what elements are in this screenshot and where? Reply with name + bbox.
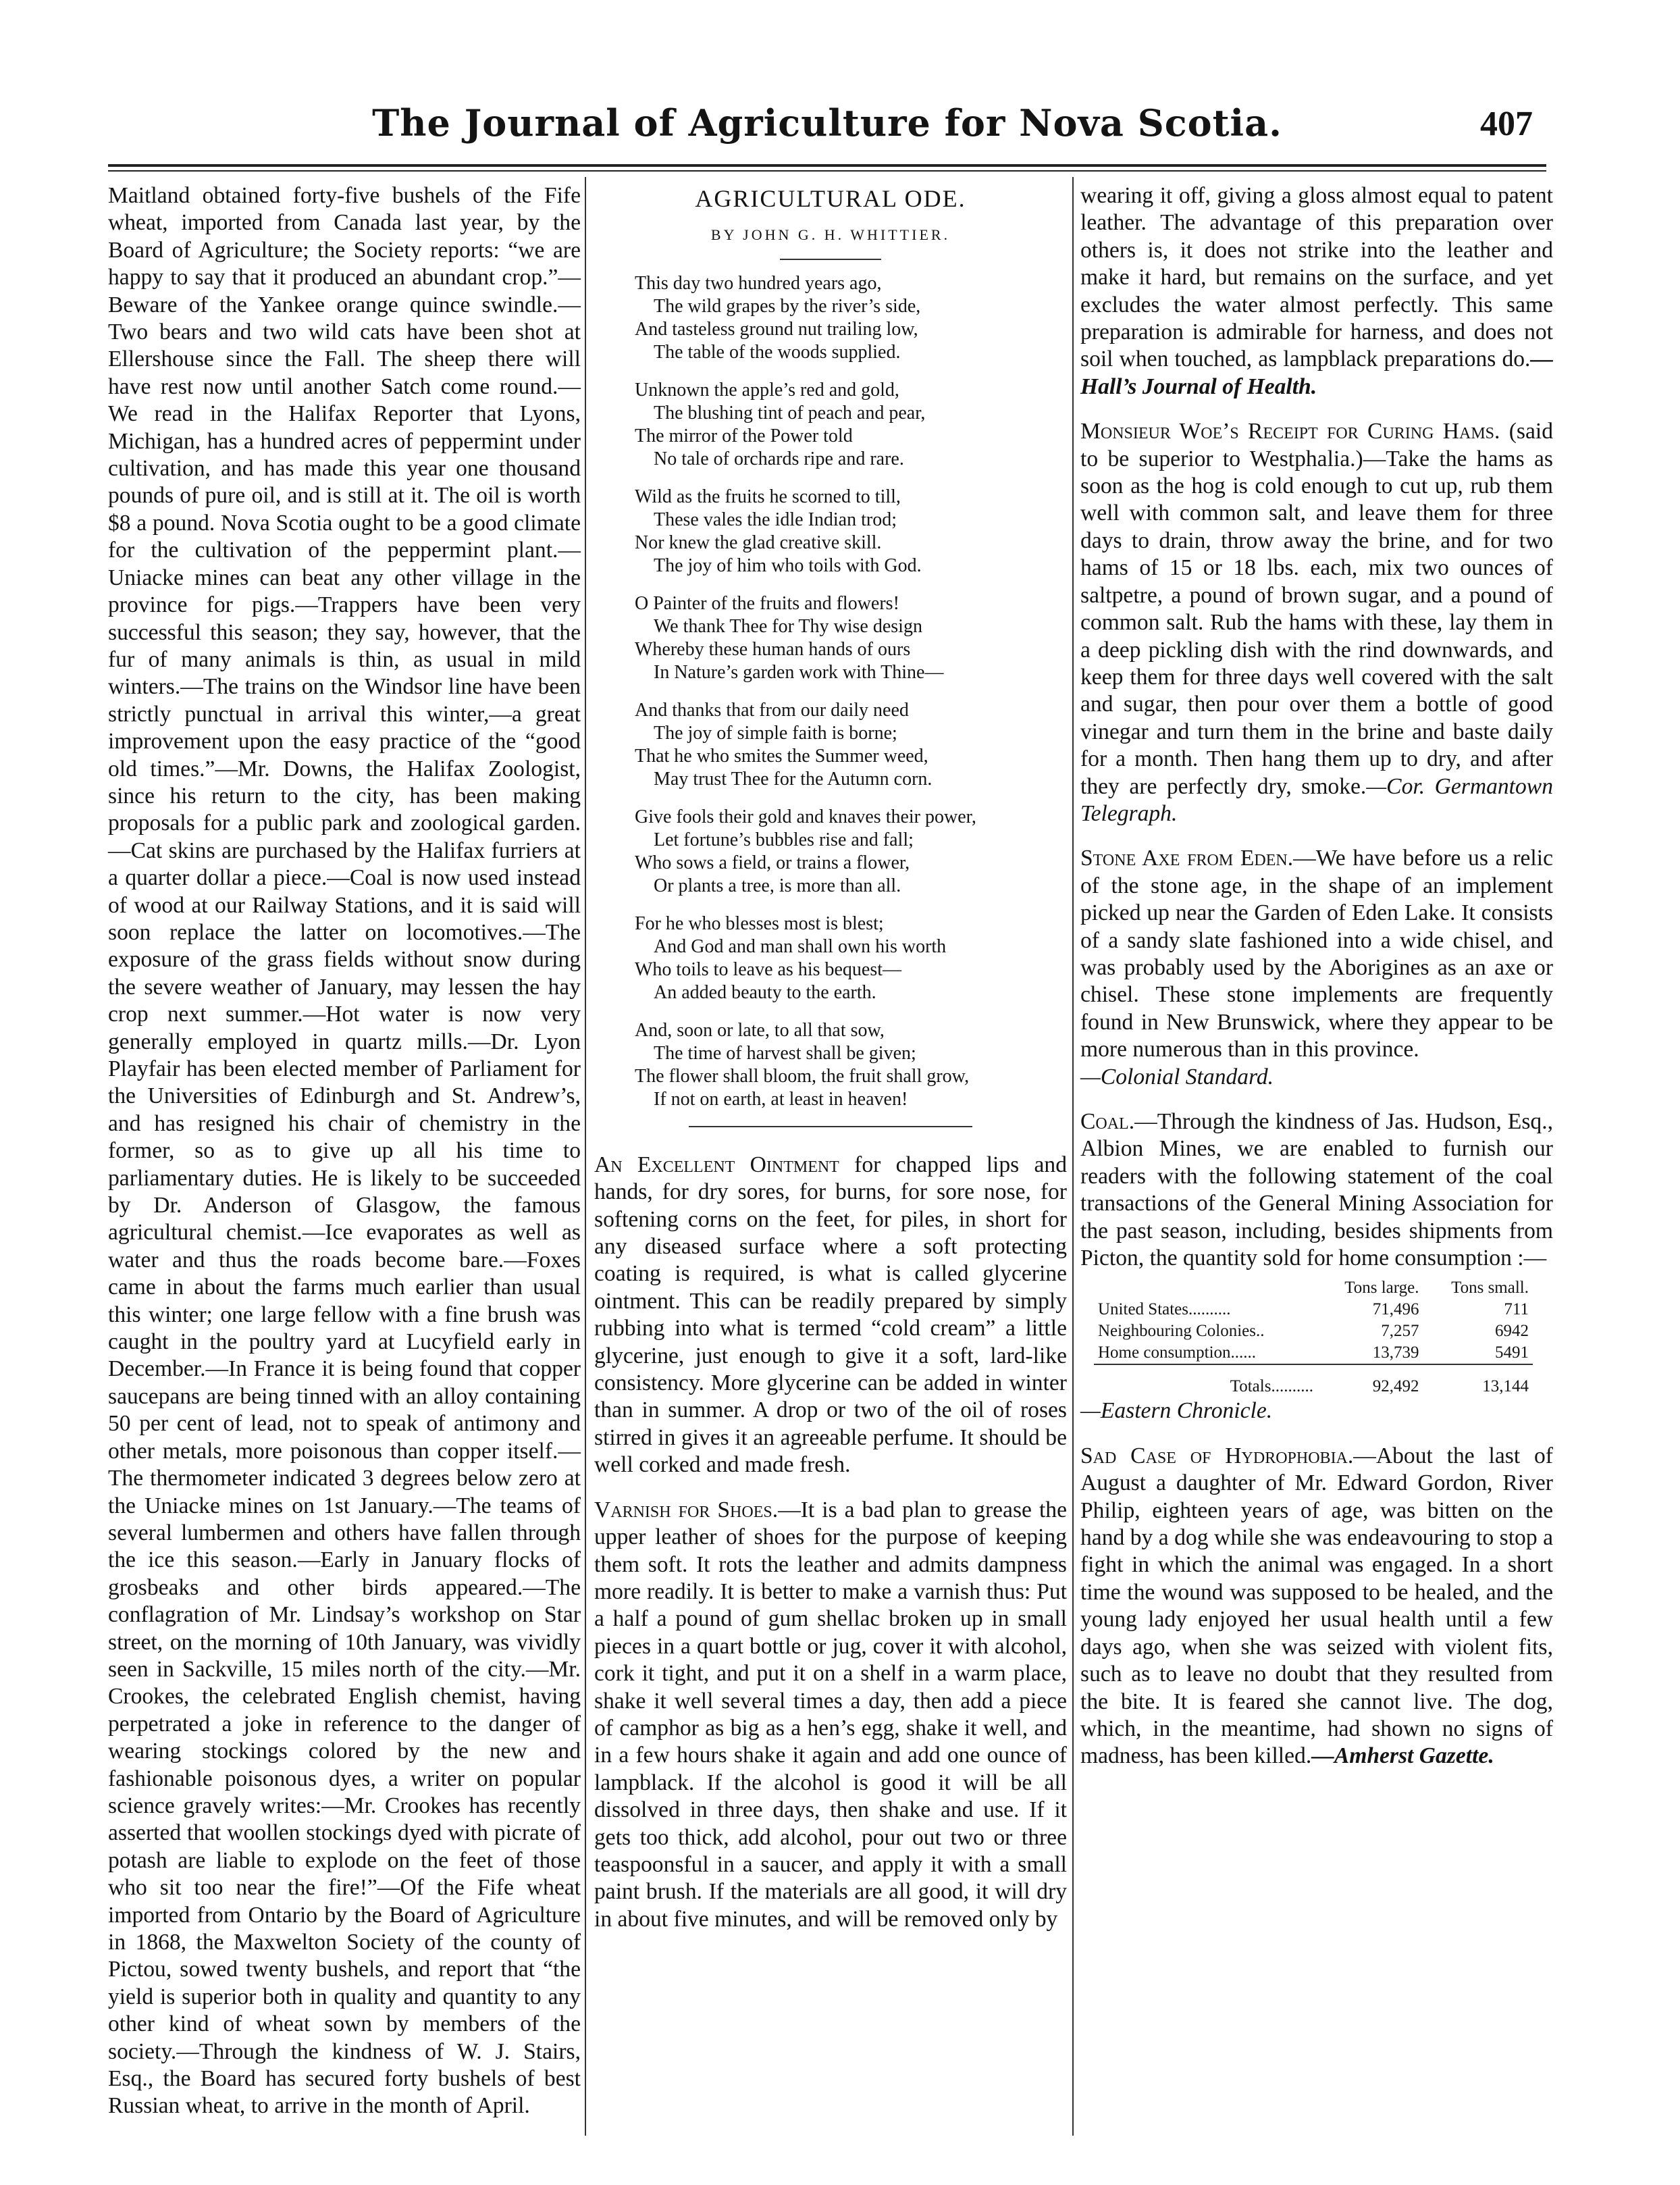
- ode-line: May trust Thee for the Autumn corn.: [654, 768, 933, 790]
- coal-article: [1080, 1108, 1553, 1272]
- ode-line: Wild as the fruits he scorned to till,: [635, 486, 901, 507]
- column-left: [108, 182, 581, 2120]
- ointment-heading: An Excellent Ointment: [594, 1152, 839, 1177]
- ode-title: AGRICULTURAL ODE.: [695, 185, 966, 212]
- ode-line: No tale of orchards ripe and rare.: [654, 448, 904, 469]
- coal-row-small: 6942: [1495, 1322, 1529, 1341]
- axe-text: —We have before us a relic of the stone age, in the shape of an implement picked up near the Garden of Eden Lake. It consists of a sandy slate fashioned into a wide chisel, and was probably used by the Aborigines as an axe or chisel. These stone implements are frequently found in New Brunswick, where they appear to be more numerous than in this province.: [1080, 846, 1553, 1062]
- varnish-text: —It is a bad plan to grease the upper leather of shoes for the purpose of keeping them soft. It rots the leather and admits dampness more readily. It is better to make a varnish thus: Put a half a pound of gum shellac broken up in small pieces in a quart bottle or jug, cover it with alcohol, cork it tight, and put it on a shelf in a warm place, shake it well several times a day, then add a piece of camphor as big as a hen’s egg, shake it well, and in a few hours shake it again and add one ounce of lampblack. If the alcohol is good it will be all dissolved in three days, then shake and use. If it gets too thick, add alcohol, pour out two or three teaspoonsful in a saucer, and apply it with a small paint brush. If the materials are all good, it will dry in about five minutes, and will be removed only by: [594, 1497, 1067, 1932]
- ode-line: Give fools their gold and knaves their power,: [635, 806, 976, 827]
- ode-stanza: [635, 1019, 1067, 1111]
- coal-row-label: Home consumption......: [1098, 1343, 1257, 1362]
- coal-total-label: Totals..........: [1230, 1377, 1313, 1396]
- ode-line: And God and man shall own his worth: [654, 935, 947, 957]
- coal-table: [1094, 1277, 1533, 1397]
- coal-row-label: Neighbouring Colonies..: [1098, 1322, 1265, 1341]
- ode-line: The blushing tint of peach and pear,: [654, 402, 926, 423]
- hydrophobia-text: —About the last of August a daughter of Mr. Edward Gordon, River Philip, eighteen years of age, was bitten on the hand by a dog while she was endeavouring to stop a fight in which the animal was engaged. In a short time the wound was supposed to be healed, and the young lady enjoyed her usual health until a few days ago, when she was seized with violent fits, such as to leave no doubt that they resulted from the bite. It is feared she cannot live. The dog, which, in the meantime, had shown no signs of madness, has been killed.: [1080, 1443, 1553, 1769]
- ode-stanza: [635, 806, 1067, 898]
- ode-line: An added beauty to the earth.: [654, 981, 876, 1003]
- ode-stanza: [635, 699, 1067, 791]
- varnish-continuation: [1080, 182, 1553, 401]
- hams-article: [1080, 418, 1553, 827]
- axe-heading: Stone Axe from Eden.: [1080, 846, 1294, 871]
- ode-line: That he who smites the Summer weed,: [635, 745, 928, 767]
- ode-line: Who sows a field, or trains a flower,: [635, 852, 910, 873]
- ode-line: And thanks that from our daily need: [635, 699, 909, 721]
- coal-table-header: [1094, 1277, 1533, 1299]
- news-items-paragraph: Maitland obtained forty-five bushels of the Fife wheat, imported from Canada last year, by the Board of Agriculture; the Society reports: “we are happy to say that it produced an abundant crop.”—Beware of the Yankee orange quince swindle.—Two bears and two wild cats have been shot at Ellershouse since the Fall. The sheep there will have rest now until another Satch come round.—We read in the Halifax Reporter that Lyons, Michigan, has a hundred acres of peppermint under cultivation, and has made this year one thousand pounds of pure oil, and is still at it. The oil is worth $8 a pound. Nova Scotia ought to be a good climate for the cultivation of the peppermint plant.—Uniacke mines can beat any other village in the province for pigs.—Trappers have been very successful this season; they say, however, that the fur of many animals is thin, as usual in mild winters.—The trains on the Windsor line have been strictly punctual in arrival this winter,—a great improvement upon the easy practice of the “good old times.”—Mr. Downs, the Halifax Zoologist, since his return to the city, has been making proposals for a public park and zoological garden.—Cat skins are purchased by the Halifax furriers at a quarter dollar a piece.—Coal is now used instead of wood at our Railway Stations, and it is said will soon replace the latter on locomotives.—The exposure of the grass fields without snow during the severe weather of January, may lessen the hay crop next summer.—Hot water is now very generally employed in quartz mills.—Dr. Lyon Playfair has been elected member of Parliament for the Universities of Edinburgh and St. Andrew’s, and has resigned his chair of chemistry in the former, so as to give up all his time to parliamentary duties. He is likely to be succeeded by Dr. Anderson of Glasgow, the famous agricultural chemist.—Ice evaporates as well as water and thus the roads become bare.—Foxes came in about the farms much earlier than usual this winter; one large fellow with a fine brush was caught in the poultry yard at Lucyfield early in December.—In France it is being found that copper saucepans are being tinned with an alloy containing 50 per cent of lead, not to speak of antimony and other metals, more poisonous than copper itself.—The thermometer indicated 3 degrees below zero at the Uniacke mines on 1st January.—The teams of several lumbermen and others have fallen through the ice this season.—Early in January flocks of grosbeaks and other birds appeared.—The conflagration of Mr. Lindsay’s workshop on Star street, on the morning of 10th January, was vividly seen in Sackville, 15 miles north of the city.—Mr. Crookes, the celebrated English chemist, having perpetrated a joke in reference to the danger of wearing stockings colored by the new and fashionable poisonous dyes, a writer on popular science gravely writes:—Mr. Crookes has recently asserted that woollen stockings dyed with picrate of potash are liable to explode on the feet of those who sit too near the fire!”—Of the Fife wheat imported from Ontario by the Board of Agriculture in 1868, the Maxwelton Society of the county of Pictou, sowed twenty bushels, and report that “the yield is superior both in quality and quantity to any other kind of wheat sown by members of the society.—Through the kindness of W. J. Stairs, Esq., the Board has secured forty bushels of best Russian wheat, to arrive in the month of April.: [108, 183, 581, 2119]
- ode-line: The table of the woods supplied.: [654, 341, 901, 363]
- column-middle: [594, 182, 1067, 1933]
- coal-row-small: 5491: [1495, 1343, 1529, 1362]
- ode-line: O Painter of the fruits and flowers!: [635, 592, 899, 614]
- hams-text: (said to be superior to Westphalia.)—Take the hams as soon as the hog is cold enough to cut up, rub them well with common salt, and leave them for three days to drain, throw away the brine, and for two hams of 15 or 18 lbs. each, mix two ounces of saltpetre, a pound of brown sugar, and a pound of common salt. Rub the hams with these, lay them in a deep pickling dish with the rind downwards, and keep them for three days well covered with the salt and sugar, then pour over them a bottle of good vinegar and turn them in the brine and baste daily for a month. Then hang them up to dry, and after they are perfectly dry, smoke.: [1080, 419, 1553, 799]
- ode-line: The joy of him who toils with God.: [654, 555, 922, 576]
- ode-line: The joy of simple faith is borne;: [654, 722, 897, 744]
- ode-stanza: [635, 912, 1067, 1004]
- coal-row-large: 71,496: [1372, 1300, 1419, 1319]
- ode-line: And tasteless ground nut trailing low,: [635, 318, 918, 340]
- page-number: 407: [1480, 105, 1533, 143]
- ode-byline: BY JOHN G. H. WHITTIER.: [710, 226, 951, 244]
- column-divider-right: [1072, 177, 1074, 2136]
- header-rule: [108, 164, 1546, 167]
- ode-line: Who toils to leave as his bequest—: [635, 958, 902, 980]
- ode-title-rule: [780, 259, 881, 260]
- ode-line: We thank Thee for Thy wise design: [654, 615, 922, 637]
- table-row: [1094, 1299, 1533, 1320]
- varnish-cont-text: wearing it off, giving a gloss almost equal to patent leather. The advantage of this preparation over others is, it does not strike into the leather and make it hard, but remains on the surface, and yet excludes the water almost perfectly. This same preparation is admirable for harness, and does not soil when touched, as lampblack preparations do.: [1080, 183, 1553, 372]
- ode-line: The flower shall bloom, the fruit shall grow,: [635, 1065, 970, 1087]
- coal-source-line: [1080, 1397, 1553, 1424]
- coal-total-large: 92,492: [1372, 1377, 1419, 1396]
- ointment-article: [594, 1152, 1067, 1479]
- table-row: [1094, 1342, 1533, 1364]
- ode-line: Or plants a tree, is more than all.: [654, 875, 901, 896]
- ode-line: And, soon or late, to all that sow,: [635, 1019, 885, 1041]
- ode-line: For he who blesses most is blest;: [635, 912, 884, 934]
- ode-end-rule: [689, 1126, 972, 1127]
- coal-total-row: [1094, 1366, 1533, 1397]
- journal-title: The Journal of Agriculture for Nova Scotia.: [372, 101, 1282, 145]
- column-right: [1080, 182, 1553, 1770]
- ode-stanza: [635, 486, 1067, 577]
- ode-line: The time of harvest shall be given;: [654, 1042, 916, 1064]
- hydrophobia-article: [1080, 1443, 1553, 1770]
- ode-line: Whereby these human hands of ours: [635, 638, 911, 660]
- ode-line: Unknown the apple’s red and gold,: [635, 379, 899, 401]
- ode-stanza: [635, 379, 1067, 471]
- ointment-text: for chapped lips and hands, for dry sores, for burns, for sore nose, for softening corns on the feet, for piles, in short for any diseased surface where a soft protecting coating is required, is what is called glycerine ointment. This can be readily prepared by simply rubbing into what is termed “cold cream” a little glycerine, just enough to give it a soft, lard-like consistency. More glycerine can be added in winter than in summer. A drop or two of the oil of roses stirred in gives it an agreeable perfume. It should be well corked and made fresh.: [594, 1152, 1067, 1478]
- ode-line: The mirror of the Power told: [635, 425, 853, 446]
- coal-header-large: Tons large.: [1344, 1279, 1419, 1297]
- coal-row-label: United States..........: [1098, 1300, 1231, 1319]
- hams-source: —Cor. Germantown Telegraph.: [1080, 773, 1553, 826]
- hydrophobia-source: —Amherst Gazette.: [1311, 1743, 1494, 1769]
- hams-heading: Monsieur Woe’s Receipt for Curing Hams.: [1080, 419, 1500, 444]
- ode-stanza: [635, 272, 1067, 364]
- varnish-source: —Hall’s Journal of Health.: [1080, 346, 1553, 399]
- header-rule-thin: [108, 170, 1546, 172]
- coal-total-small: 13,144: [1482, 1377, 1529, 1396]
- ode-poem: [594, 272, 1067, 1111]
- varnish-article: [594, 1497, 1067, 1934]
- ode-line: These vales the idle Indian trod;: [654, 509, 897, 530]
- ode-line: Nor knew the glad creative skill.: [635, 532, 882, 553]
- coal-row-large: 7,257: [1381, 1322, 1419, 1341]
- varnish-heading: Varnish for Shoes.: [594, 1497, 779, 1522]
- axe-source: —Colonial Standard.: [1080, 1064, 1274, 1089]
- page-header: [108, 101, 1546, 162]
- coal-heading: Coal.: [1080, 1109, 1135, 1134]
- column-divider-left: [585, 177, 586, 2136]
- axe-article: [1080, 845, 1553, 1091]
- ode-line: If not on earth, at least in heaven!: [654, 1088, 908, 1110]
- ode-stanza: [635, 592, 1067, 684]
- ode-line: Let fortune’s bubbles rise and fall;: [654, 829, 914, 850]
- coal-text: —Through the kindness of Jas. Hudson, Esq., Albion Mines, we are enabled to furnish our readers with the following statement of the coal transactions of the General Mining Association for the past season, including, besides shipments from Picton, the quantity sold for home consumption :—: [1080, 1109, 1553, 1271]
- ode-line: The wild grapes by the river’s side,: [654, 295, 921, 317]
- ode-line: This day two hundred years ago,: [635, 272, 882, 294]
- hydrophobia-heading: Sad Case of Hydrophobia.: [1080, 1443, 1354, 1468]
- coal-row-large: 13,739: [1372, 1343, 1419, 1362]
- ode-line: In Nature’s garden work with Thine—: [654, 661, 944, 683]
- table-row: [1094, 1320, 1533, 1342]
- coal-row-small: 711: [1504, 1300, 1529, 1319]
- coal-source: —Eastern Chronicle.: [1080, 1398, 1273, 1424]
- coal-header-small: Tons small.: [1451, 1279, 1529, 1297]
